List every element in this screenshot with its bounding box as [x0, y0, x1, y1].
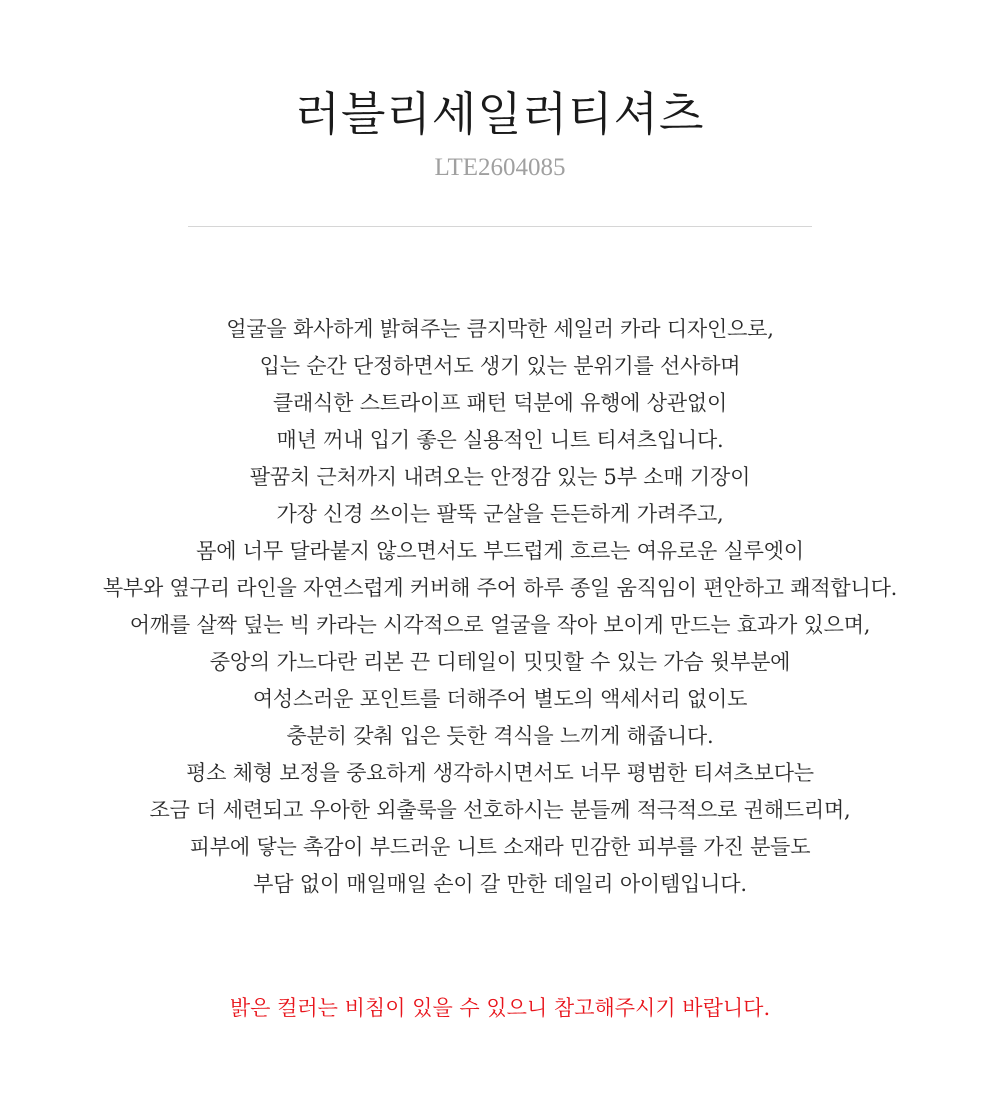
title-divider: [188, 226, 812, 227]
description-line: 충분히 갖춰 입은 듯한 격식을 느끼게 해줍니다.: [286, 724, 714, 748]
description-line: 복부와 옆구리 라인을 자연스럽게 커버해 주어 하루 종일 움직임이 편안하고 쾌적합니다.: [102, 576, 898, 600]
description-line: 피부에 닿는 촉감이 부드러운 니트 소재라 민감한 피부를 가진 분들도: [189, 835, 811, 859]
description-line: 여성스러운 포인트를 더해주어 별도의 액세서리 없이도: [252, 687, 748, 711]
description-line: 평소 체형 보정을 중요하게 생각하시면서도 너무 평범한 티셔츠보다는: [186, 761, 814, 785]
description-line: 매년 꺼내 입기 좋은 실용적인 니트 티셔츠입니다.: [276, 428, 724, 452]
description-line: 얼굴을 화사하게 밝혀주는 큼지막한 세일러 카라 디자인으로,: [226, 317, 774, 341]
product-title: 러블리세일러티셔츠: [295, 87, 705, 141]
description-line: 가장 신경 쓰이는 팔뚝 군살을 든든하게 가려주고,: [276, 502, 724, 526]
description-line: 몸에 너무 달라붙지 않으면서도 부드럽게 흐르는 여유로운 실루엣이: [196, 539, 804, 563]
description-line: 어깨를 살짝 덮는 빅 카라는 시각적으로 얼굴을 작아 보이게 만드는 효과가 있으며,: [129, 613, 871, 637]
description-line: 클래식한 스트라이프 패턴 덕분에 유행에 상관없이: [272, 391, 728, 415]
description-line: 중앙의 가느다란 리본 끈 디테일이 밋밋할 수 있는 가슴 윗부분에: [209, 650, 791, 674]
product-description: [0, 311, 1000, 903]
description-line: 입는 순간 단정하면서도 생기 있는 분위기를 선사하며: [259, 354, 741, 378]
product-code: LTE2604085: [434, 154, 566, 181]
color-notice: 밝은 컬러는 비침이 있을 수 있으니 참고해주시기 바랍니다.: [229, 996, 771, 1020]
description-line: 조금 더 세련되고 우아한 외출룩을 선호하시는 분들께 적극적으로 권해드리며,: [149, 798, 851, 822]
description-line: 부담 없이 매일매일 손이 갈 만한 데일리 아이템입니다.: [253, 872, 747, 896]
description-line: 팔꿈치 근처까지 내려오는 안정감 있는 5부 소매 기장이: [249, 465, 751, 489]
